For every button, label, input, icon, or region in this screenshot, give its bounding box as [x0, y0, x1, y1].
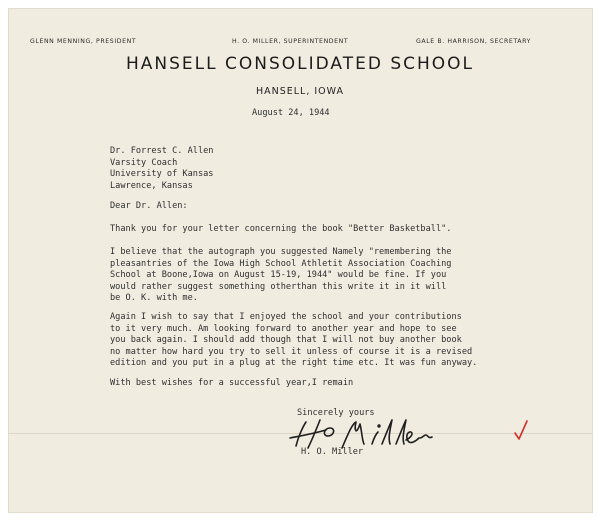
- typed-name: H. O. Miller: [301, 447, 364, 457]
- paragraph-wishes: [110, 378, 353, 390]
- body-line: to it very much. Am looking forward to another year and hope to see: [110, 323, 457, 334]
- body-line: With best wishes for a successful year,I remain: [110, 378, 354, 388]
- paragraph-autograph: [110, 247, 451, 305]
- body-line: you back again. I should add though that I will not buy another book: [110, 335, 462, 345]
- salutation: Dear Dr. Allen:: [110, 201, 188, 211]
- body-line: Thank you for your letter concerning the book "Better Basketball".: [110, 224, 452, 234]
- school-town: HANSELL, IOWA: [255, 86, 345, 97]
- letterhead-president: GLENN MENNING, PRESIDENT: [30, 38, 137, 45]
- recipient-address: [110, 146, 213, 192]
- body-line: pleasantries of the Iowa High School Athletit Association Coaching: [110, 258, 452, 269]
- letter-date: August 24, 1944: [252, 108, 330, 118]
- body-line: I believe that the autograph you suggested Namely "remembering the: [110, 247, 452, 257]
- body-line: Again I wish to say that I enjoyed the school and your contributions: [110, 312, 462, 322]
- check-mark-icon: [512, 418, 530, 442]
- handwritten-signature: [286, 416, 436, 450]
- address-line: University of Kansas: [110, 169, 214, 179]
- address-line: Lawrence, Kansas: [110, 180, 193, 191]
- address-line: Varsity Coach: [110, 157, 178, 168]
- school-name: HANSELL CONSOLIDATED SCHOOL: [125, 54, 475, 74]
- body-line: edition and you put in a plug at the right time etc. It was fun anyway.: [110, 358, 478, 368]
- address-line: Dr. Forrest C. Allen: [110, 146, 214, 156]
- body-line: be O. K. with me.: [110, 293, 198, 303]
- letterhead-secretary: GALE B. HARRISON, SECRETARY: [416, 38, 531, 45]
- paragraph-school: [110, 312, 477, 370]
- body-line: School at Boone,Iowa on August 15-19, 1944" would be fine. If you: [110, 270, 447, 280]
- letterhead-superintendent: H. O. MILLER, SUPERINTENDENT: [232, 38, 349, 45]
- closing: Sincerely yours: [297, 408, 375, 418]
- body-line: no matter how hard you try to sell it unless of course it is a revised: [110, 346, 473, 357]
- paragraph-thanks: [110, 224, 451, 236]
- body-line: would rather suggest something otherthan this write it in it will: [110, 281, 447, 292]
